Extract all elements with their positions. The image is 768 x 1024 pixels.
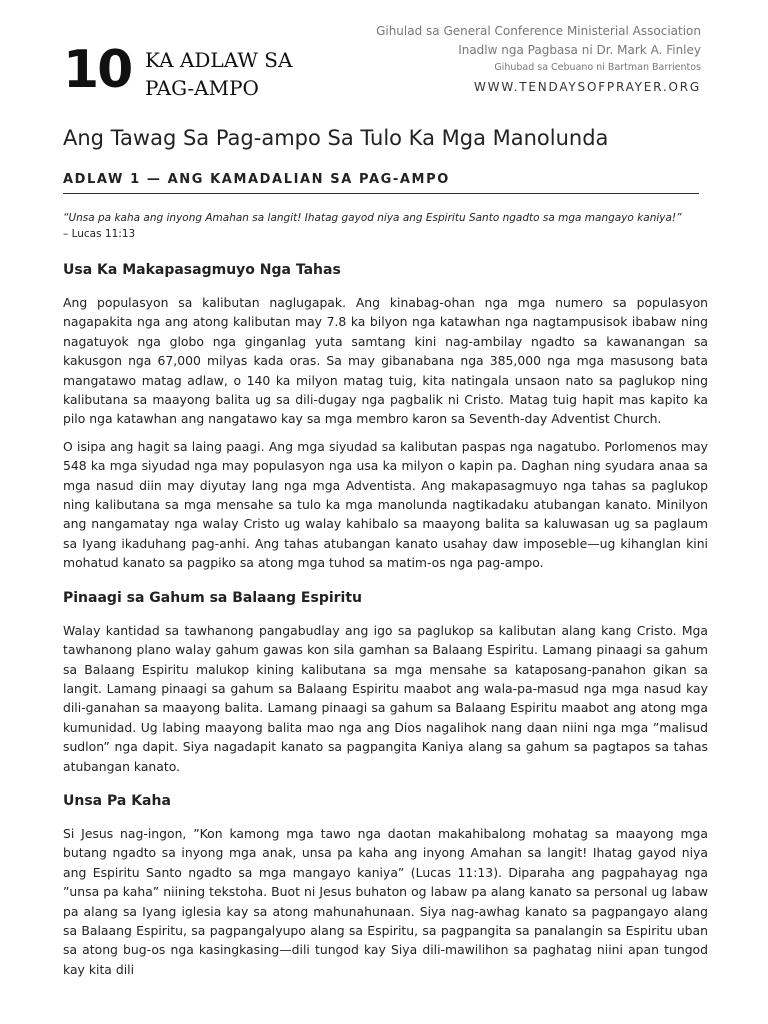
section-3: [63, 789, 708, 979]
paragraph: Walay kantidad sa tawhanong pangabudlay ang igo sa paglukop sa kalibutan alang kang Cristo. Mga tawhanong plano walay gahum gawas kon sila gamhan sa Balaang Espiritu. Lamang pinaagi sa gahum sa Balaang Espiritu malukop kining kalibutana sa mga mensahe sa kataposang-panahon gikan sa langit. Lamang pinaagi sa gahum sa Balaang Espiritu maabot ang wala-pa-masud nga mga nasud kay dili-ganahan sa maayong balita. Lamang pinaagi sa gahum sa Balaang Espiritu maabot ang atong mga kumunidad. Ug labing maayong balita mao nga ang Dios nagalihok nang daan niini nga mga ”malisud sudlon” nga dapit. Siya nagadapit kanato sa pagpangita Kaniya alang sa gahum sa pagtapos sa tahas atubangan kanato.: [63, 622, 708, 774]
logo-line-1: KA ADLAW SA: [145, 48, 293, 72]
credit-line-2: Inadlw nga Pagbasa ni Dr. Mark A. Finley: [458, 43, 701, 57]
credit-line-3: Gihubad sa Cebuano ni Bartman Barrientos: [494, 62, 701, 73]
logo-number: 10: [63, 40, 132, 100]
credit-line-1: Gihulad sa General Conference Ministerial Association: [376, 24, 701, 38]
page-subtitle: ADLAW 1 — ANG KAMADALIAN SA PAG-AMPO: [63, 170, 699, 194]
section-heading: Usa Ka Makapasagmuyo Nga Tahas: [63, 262, 341, 278]
page-title: Ang Tawag Sa Pag-ampo Sa Tulo Ka Mga Manolunda: [63, 126, 609, 150]
logo-text: [145, 46, 292, 102]
paragraph: O isipa ang hagit sa laing paagi. Ang mga siyudad sa kalibutan paspas nga nagatubo. Porlomenos may 548 ka mga siyudad nga may populasyon nga usa ka milyon o kapin pa. Daghan ning syudara anaa sa mga nasud diin may diyutay lang nga mga Adventista. Ang makapasagmuyo nga tahas sa paglukop ning kalibutana sa mga mensahe sa tulo ka mga manolunda nagtikadaku atubangan kanato. Minilyon ang nangamatay nga walay Cristo ug walay kahibalo sa maayong balita sa kaluwasan ug sa paglaum sa Iyang ikaduhang pag-anhi. Ang tahas atubangan kanato usahay daw imposeble—ug kihanglan kini mohatud kanato sa pagpiko sa atong mga tuhod sa matim-os nga pag-ampo.: [63, 438, 708, 571]
website-link[interactable]: WWW.TENDAYSOFPRAYER.ORG: [473, 80, 701, 94]
section-heading: Unsa Pa Kaha: [63, 792, 171, 809]
section-heading: Pinaagi sa Gahum sa Balaang Espiritu: [63, 589, 363, 606]
quote-reference: – Lucas 11:13: [63, 228, 136, 240]
scripture-quote: [63, 210, 713, 242]
logo-line-2: PAG-AMPO: [145, 76, 259, 100]
paragraph: Ang populasyon sa kalibutan naglugapak. Ang kinabag-ohan nga mga numero sa populasyon nagapakita nga ang atong kalibutan may 7.8 ka bilyon nga katawhan nga nagtampusisok ibabaw ning nagatuyok nga globo nga ginganlag yuta samtang kini nag-ambilay ngadto sa kawanangan sa kakusgon nga 67,000 milyas kada oras. Sa may gibanabana nga 385,000 nga mga masusong bata mangatawo matag adlaw, o 140 ka milyon matag tuig, kita natingala unsaon nato sa paglukop ning kalibutana sa maayong balita ug sa dili-dugay nga pagbalik ni Cristo. Matag tuig hapit mas kapito ka pilo nga katawhan ang nangatawo kay sa mga membro karon sa Seventh-day Adventist Church.: [63, 295, 708, 427]
quote-text: “Unsa pa kaha ang inyong Amahan sa langit! Ihatag gayod niya ang Espiritu Santo ngadto sa mga mangayo kaniya!”: [63, 212, 682, 224]
section-1: [63, 258, 708, 573]
section-2: [63, 586, 708, 776]
main-content: [63, 258, 708, 992]
credits: [376, 22, 701, 75]
page-header: [0, 0, 768, 110]
paragraph: Si Jesus nag-ingon, ”Kon kamong mga tawo nga daotan makahibalong mohatag sa maayong mga butang ngadto sa inyong mga anak, unsa pa kaha ang inyong Amahan sa langit! Ihatag gayod niya ang Espiritu Santo ngadto sa mga mangayo kaniya” (Lucas 11:13). Diparaha ang pagpahayag nga ”unsa pa kaha” niining tekstoha. Buot ni Jesus buhaton og labaw pa alang kanato sa personal ug labaw pa alang sa Iyang iglesia kay sa atong mahunahunaan. Siya nag-awhag kanato sa pagpangayo alang sa Balaang Espiritu, sa pagpangalyupo alang sa Espiritu, sa pagpangita sa panalangin sa Espiritu uban sa atong bug-os nga kasingkasing—dili tungod kay Siya dili-mawilihon sa paghatag niini apan tungod kay kita dili: [63, 825, 708, 977]
